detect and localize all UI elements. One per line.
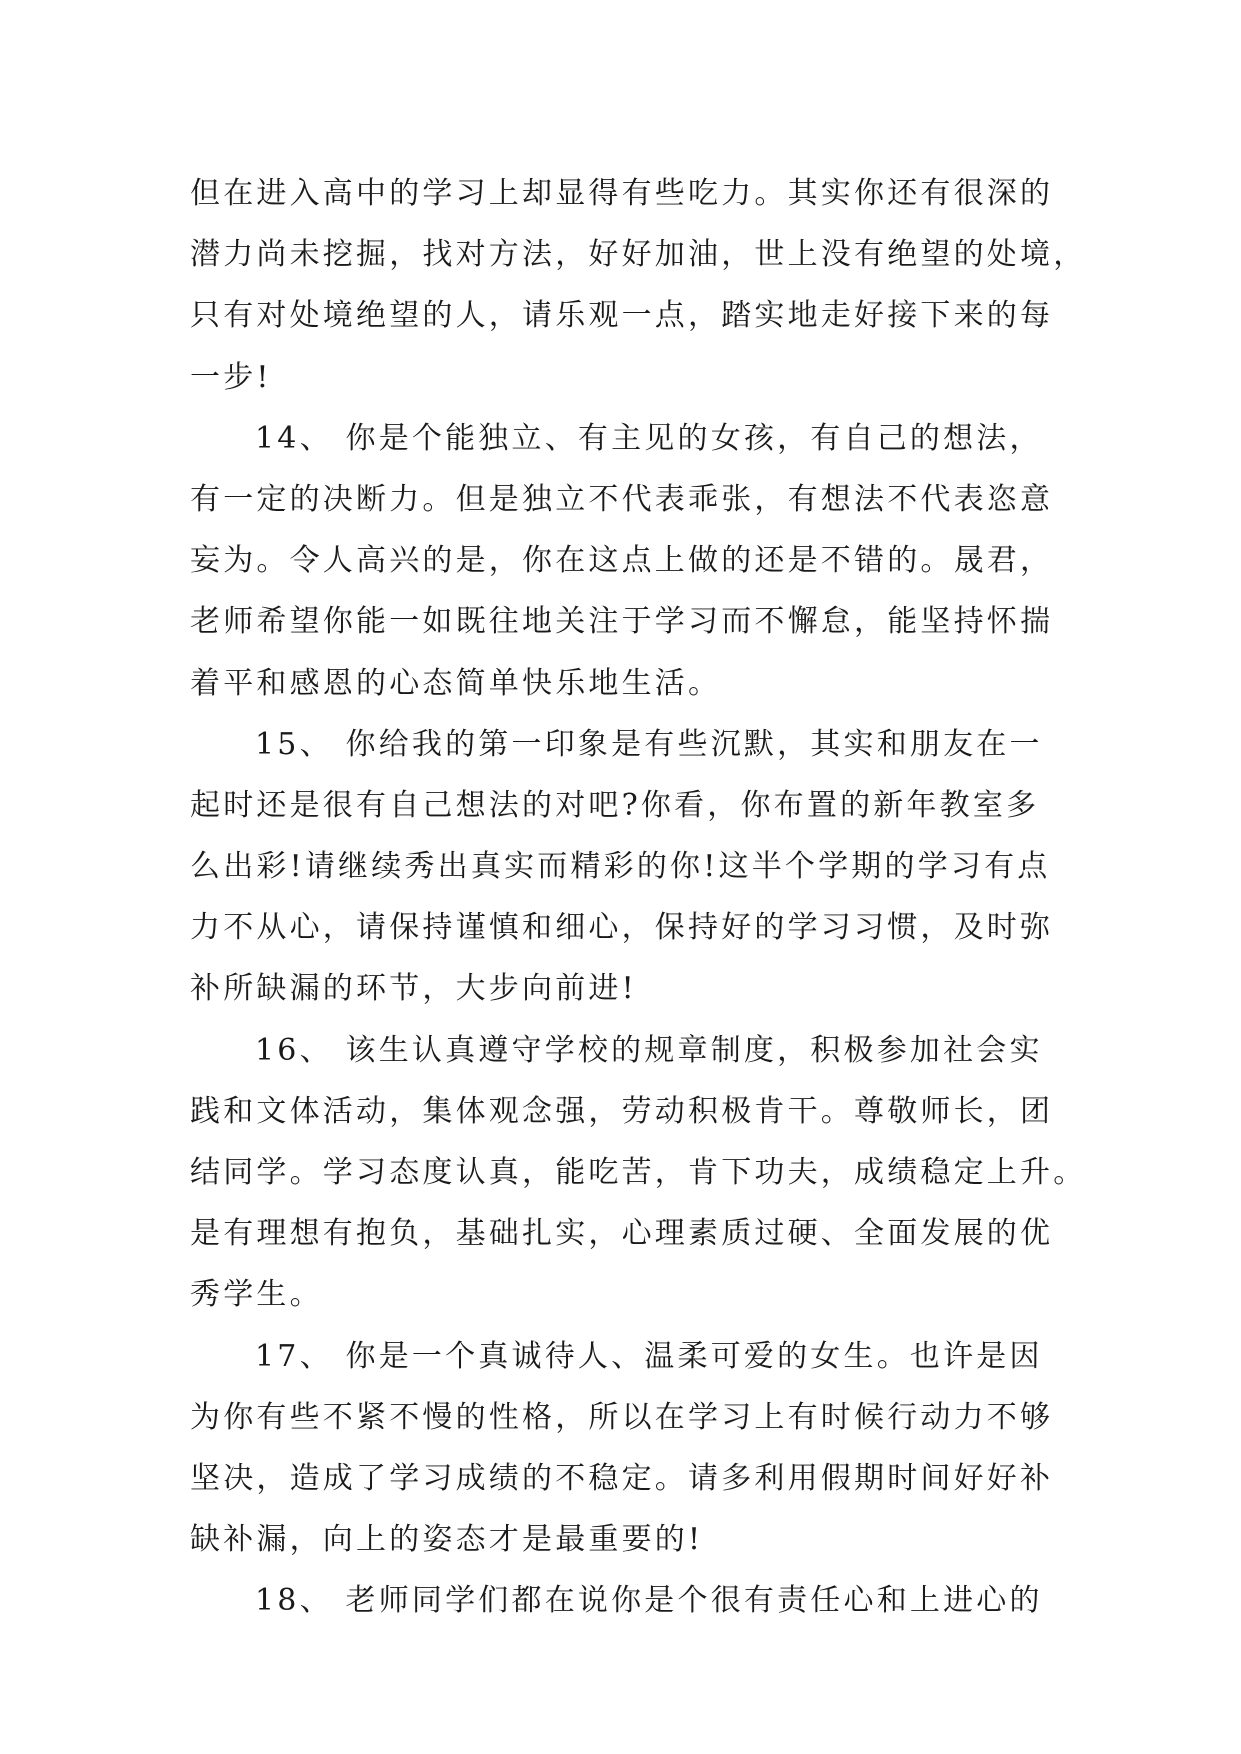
text-line: 是有理想有抱负，基础扎实，心理素质过硬、全面发展的优 [190,1216,1054,1252]
paragraph-start-line: 18、 老师同学们都在说你是个很有责任心和上进心的 [255,1583,1043,1619]
text-line: 结同学。学习态度认真，能吃苦，肯下功夫，成绩稳定上升。 [190,1155,1087,1190]
text-line: 么出彩!请继续秀出真实而精彩的你!这半个学期的学习有点 [190,849,1051,885]
text-line: 秀学生。 [190,1277,323,1313]
text-line: 但在进入高中的学习上却显得有些吃力。其实你还有很深的 [190,176,1054,211]
text-line: 缺补漏，向上的姿态才是最重要的! [190,1522,704,1558]
text-line: 为你有些不紧不慢的性格，所以在学习上有时候行动力不够 [190,1399,1054,1435]
text-line: 补所缺漏的环节，大步向前进! [190,971,637,1007]
text-line: 坚决，造成了学习成绩的不稳定。请多利用假期时间好好补 [190,1460,1054,1496]
paragraph-start-line: 15、 你给我的第一印象是有些沉默，其实和朋友在一 [255,726,1043,762]
text-line: 力不从心，请保持谨慎和细心，保持好的学习习惯，及时弥 [190,910,1054,946]
text-line: 践和文体活动，集体观念强，劳动积极肯干。尊敬师长，团 [190,1093,1054,1129]
paragraph-start-line: 16、 该生认真遵守学校的规章制度，积极参加社会实 [255,1032,1043,1068]
paragraph-start-line: 17、 你是一个真诚待人、温柔可爱的女生。也许是因 [255,1338,1043,1374]
document-body [190,163,1087,1632]
paragraph-start-line: 14、 你是个能独立、有主见的女孩，有自己的想法， [255,420,1043,456]
text-line: 妄为。令人高兴的是，你在这点上做的还是不错的。晟君， [190,543,1054,579]
text-line: 有一定的决断力。但是独立不代表乖张，有想法不代表恣意 [190,481,1054,517]
text-line: 着平和感恩的心态简单快乐地生活。 [190,665,722,701]
text-line: 老师希望你能一如既往地关注于学习而不懈怠，能坚持怀揣 [190,604,1054,640]
text-line: 起时还是很有自己想法的对吧?你看，你布置的新年教室多 [190,787,1040,823]
text-line: 一步! [190,359,272,395]
text-line: 只有对处境绝望的人，请乐观一点，踏实地走好接下来的每 [190,298,1054,334]
text-line: 潜力尚未挖掘，找对方法，好好加油，世上没有绝望的处境， [190,237,1087,273]
